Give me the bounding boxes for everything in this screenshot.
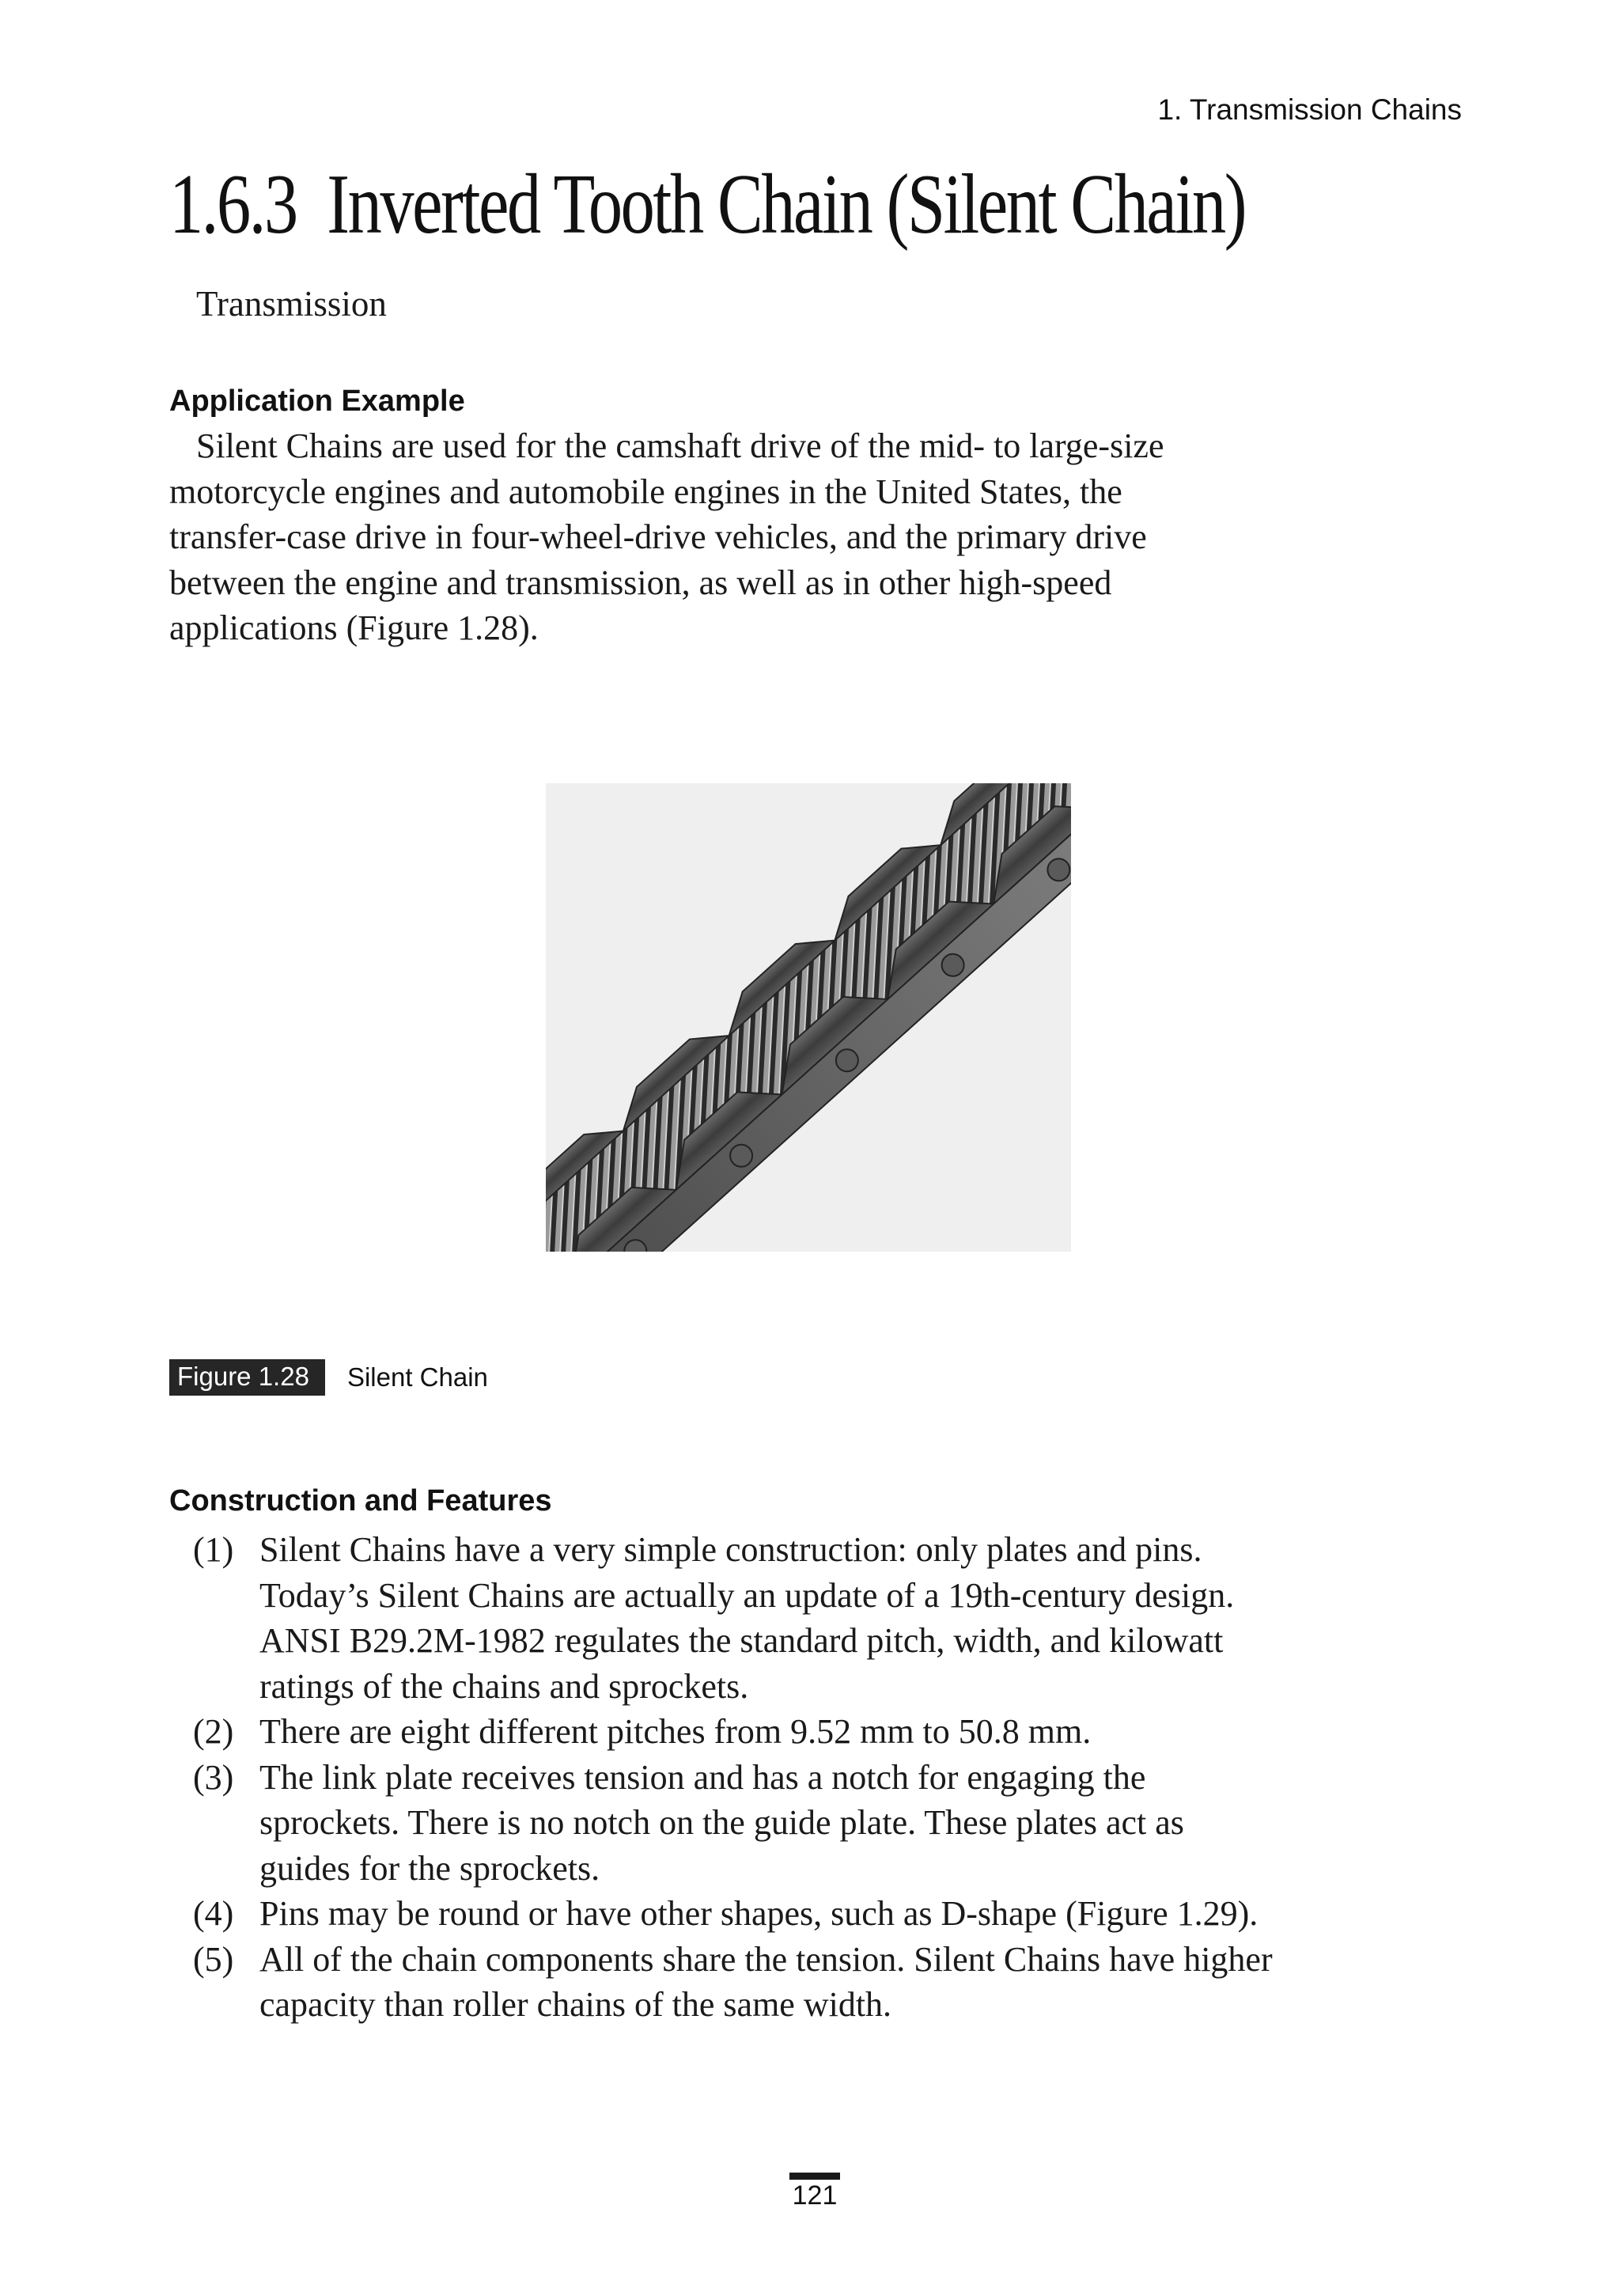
item-line: guides for the sprockets. (259, 1848, 600, 1888)
item-line: Silent Chains have a very simple construction: only plates and pins. (259, 1530, 1202, 1569)
list-item (193, 1709, 1474, 1755)
item-line: All of the chain components share the tension. Silent Chains have higher (259, 1939, 1273, 1979)
list-item (193, 1937, 1474, 2028)
figure-label: Figure 1.28 (169, 1359, 325, 1396)
item-text (259, 1527, 1474, 1709)
list-item (193, 1527, 1474, 1709)
silent-chain-illustration (546, 783, 1071, 1252)
item-line: sprockets. There is no notch on the guide plate. These plates act as (259, 1803, 1184, 1842)
figure-caption-text: Silent Chain (346, 1362, 488, 1392)
page-number: 121 (792, 2180, 838, 2211)
item-number: (3) (193, 1757, 234, 1797)
item-text (259, 1755, 1474, 1892)
paragraph-line: between the engine and transmission, as well as in other high-speed (169, 563, 1112, 602)
list-item (193, 1891, 1474, 1937)
section-title-text: Inverted Tooth Chain (Silent Chain) (327, 157, 1246, 252)
item-text (259, 1891, 1474, 1937)
item-line: The link plate receives tension and has a notch for engaging the (259, 1757, 1146, 1797)
section-subtitle: Transmission (196, 284, 387, 324)
item-text (259, 1709, 1474, 1755)
chain-body (546, 783, 1071, 1252)
section-number: 1.6.3 (169, 157, 297, 252)
features-list (193, 1527, 1474, 2028)
item-text (259, 1937, 1474, 2028)
item-line: Today’s Silent Chains are actually an update of a 19th-century design. (259, 1575, 1235, 1615)
item-line: ANSI B29.2M-1982 regulates the standard pitch, width, and kilowatt (259, 1621, 1224, 1660)
paragraph-line: Silent Chains are used for the camshaft drive of the mid- to large-size (196, 426, 1164, 465)
paragraph-line: transfer-case drive in four-wheel-drive vehicles, and the primary drive (169, 517, 1147, 556)
item-number: (5) (193, 1939, 234, 1979)
item-number: (1) (193, 1530, 234, 1569)
list-item (193, 1755, 1474, 1892)
application-heading: Application Example (169, 385, 465, 418)
silent-chain-photo (546, 783, 1071, 1252)
item-number: (4) (193, 1894, 234, 1933)
page-number-bar (789, 2173, 840, 2180)
item-line: capacity than roller chains of the same width. (259, 1985, 892, 2024)
construction-heading: Construction and Features (169, 1484, 552, 1517)
item-number: (2) (193, 1712, 234, 1751)
section-title (169, 157, 1246, 252)
application-paragraph (169, 423, 1467, 651)
item-line: There are eight different pitches from 9.52 mm to 50.8 mm. (259, 1712, 1092, 1751)
paragraph-line: motorcycle engines and automobile engines in the United States, the (169, 472, 1122, 511)
figure-caption (169, 1359, 488, 1396)
item-line: Pins may be round or have other shapes, such as D-shape (Figure 1.29). (259, 1894, 1259, 1933)
item-line: ratings of the chains and sprockets. (259, 1666, 749, 1706)
running-header: 1. Transmission Chains (1157, 93, 1462, 126)
paragraph-line: applications (Figure 1.28). (169, 608, 539, 647)
